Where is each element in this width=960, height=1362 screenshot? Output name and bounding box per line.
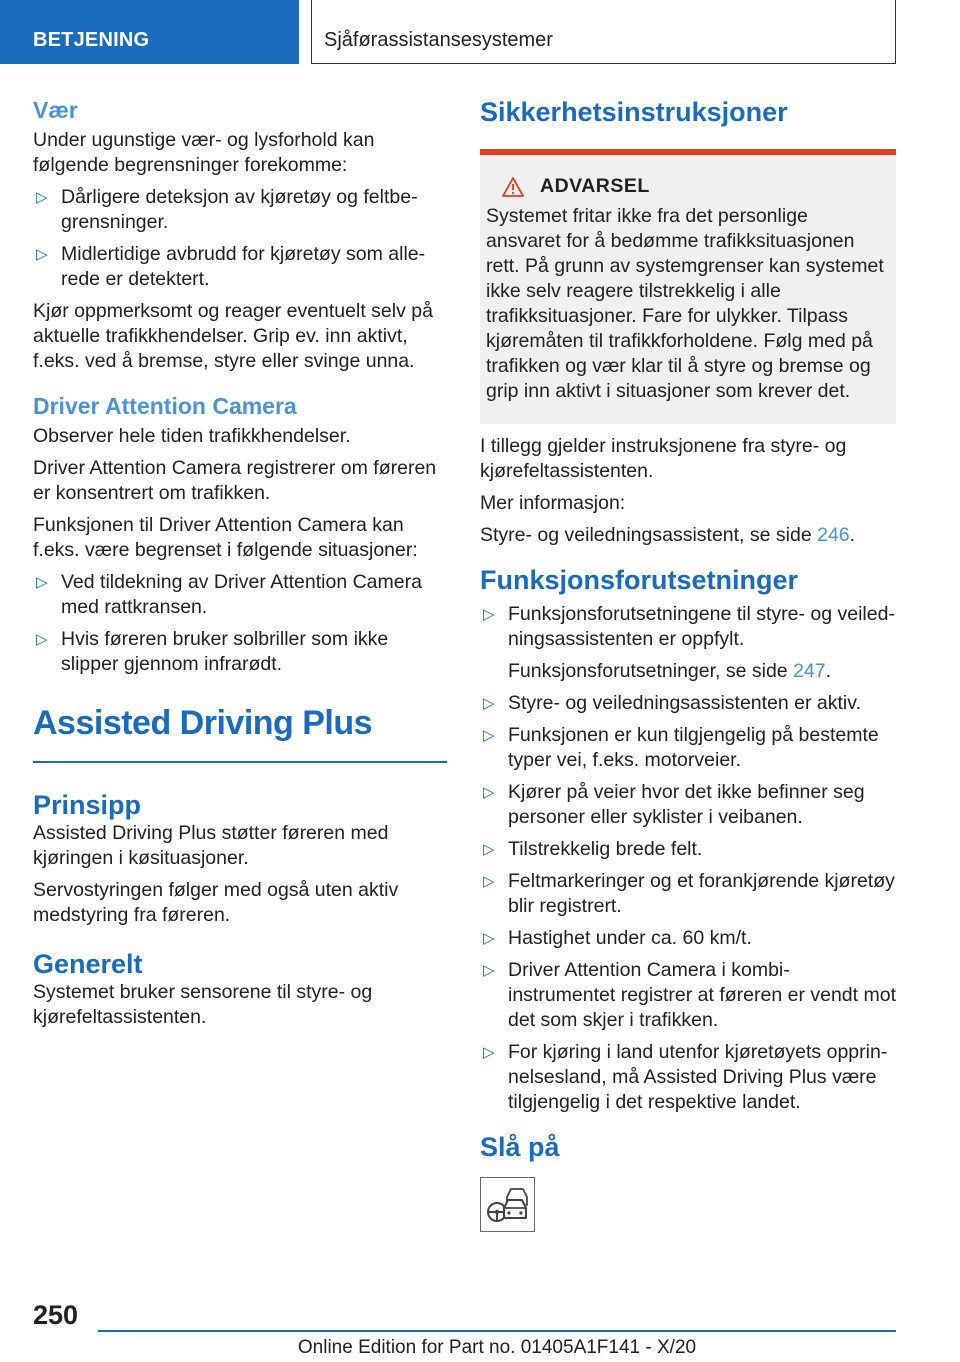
list-item: ▷ Midlertidige avbrudd for kjøretøy som allerede er detektert. [36, 243, 426, 290]
main-heading-block [33, 703, 447, 763]
heading-weather: Vær [33, 97, 78, 123]
warning-header [502, 175, 888, 198]
list-item: ▷ Funksjonen er kun tilgjengelig på bestemte typer vei, f.eks. motorveier. [483, 724, 879, 771]
camera-paragraph-2: Driver Attention Camera registrerer om føreren er konsentrert om trafikken. [33, 457, 437, 504]
heading-principle: Prinsipp [33, 789, 142, 820]
page-number: 250 [33, 1300, 79, 1330]
bullet-triangle-icon: ▷ [483, 784, 495, 801]
bullet-triangle-icon: ▷ [483, 930, 495, 947]
camera-list [33, 570, 447, 677]
heading-driver-attention-camera: Driver Attention Camera [33, 393, 297, 419]
principle-paragraph-2: Servostyringen følger med også uten aktiv medstyring fra føreren. [33, 878, 399, 926]
assisted-driving-button-icon [480, 1177, 535, 1232]
header-chapter-title: Sjåførassistansesystemer [311, 0, 896, 64]
bullet-triangle-icon: ▷ [483, 962, 495, 979]
principle-paragraph-1: Assisted Driving Plus støtter føreren med kjøringen i køsituasjoner. [33, 821, 389, 869]
bullet-triangle-icon: ▷ [483, 1044, 495, 1061]
bullet-triangle-icon: ▷ [483, 695, 495, 712]
warning-icon [502, 177, 524, 197]
bullet-triangle-icon: ▷ [483, 841, 495, 858]
bullet-triangle-icon: ▷ [483, 873, 495, 890]
left-column [33, 96, 447, 1037]
camera-paragraph-3: Funksjonen til Driver Attention Camera kan f.eks. være begrenset i følgende situasjoner: [33, 514, 418, 561]
general-paragraph-1: Systemet bruker sensorene til styre- og kjørefeltassistenten. [33, 980, 373, 1028]
heading-prerequisites: Funksjonsforutsetninger [480, 565, 799, 595]
list-item: ▷ Driver Attention Camera i kombi-instrumentet registrer at føreren er vendt mot det som skjer i trafikken. [483, 959, 896, 1031]
main-title-rule [33, 761, 447, 763]
list-item: ▷ Hvis føreren bruker solbriller som ikke slipper gjennom infrarødt. [36, 628, 389, 675]
list-item: ▷ For kjøring i land utenfor kjøretøyets opprinnelsesland, må Assisted Driving Plus være tilgjengelig i det respektive landet. [483, 1041, 888, 1113]
camera-paragraph-1: Observer hele tiden trafikkhendelser. [33, 425, 351, 447]
warning-label: ADVARSEL [540, 175, 650, 197]
weather-list [33, 185, 447, 292]
weather-intro: Under ugunstige vær- og lysforhold kan følgende begrensninger forekomme: [33, 129, 375, 176]
bullet-triangle-icon: ▷ [483, 727, 495, 744]
safety-paragraph-1: I tillegg gjelder instruksjonene fra styre- og kjørefeltassistenten. [480, 435, 847, 482]
bullet-triangle-icon: ▷ [483, 606, 495, 623]
safety-paragraph-2: Mer informasjon: [480, 492, 626, 514]
heading-switch-on: Slå på [480, 1132, 560, 1162]
warning-box [480, 149, 896, 424]
bullet-triangle-icon: ▷ [36, 189, 48, 206]
list-item: ▷ Kjører på veier hvor det ikke befinner seg personer eller syklister i veibanen. [483, 781, 865, 828]
bullet-triangle-icon: ▷ [36, 631, 48, 648]
header-section-tab: BETJENING [0, 0, 299, 64]
prereq-sub-reference: Funksjonsforutsetninger, se side 247. [508, 660, 832, 682]
list-item: ▷ Hastighet under ca. 60 km/t. [483, 927, 752, 949]
right-column [480, 96, 896, 1232]
list-item: ▷ Dårligere deteksjon av kjøretøy og feltbegrensninger. [36, 186, 418, 233]
list-item: ▷ Feltmarkeringer og et forankjørende kjøretøy blir registrert. [483, 870, 895, 917]
main-title: Assisted Driving Plus [33, 704, 373, 742]
page-link-246[interactable]: 246 [817, 524, 850, 546]
list-item: ▷ Tilstrekkelig brede felt. [483, 838, 703, 860]
bullet-triangle-icon: ▷ [36, 574, 48, 591]
footer-rule [98, 1330, 896, 1332]
bullet-triangle-icon: ▷ [36, 246, 48, 263]
heading-general: Generelt [33, 948, 143, 979]
list-item: ▷ Styre- og veiledningsassistenten er aktiv. [483, 692, 861, 714]
heading-safety: Sikkerhetsinstruksjoner [480, 97, 788, 127]
safety-paragraph-3: Styre- og veiledningsassistent, se side 246. [480, 524, 856, 546]
page-link-247[interactable]: 247 [793, 660, 826, 682]
weather-outro: Kjør oppmerksomt og reager eventuelt selv på aktuelle trafikkhendelser. Grip ev. inn aktivt, f.eks. ved å bremse, styre eller svinge unna. [33, 300, 433, 372]
list-item: ▷ Ved tildekning av Driver Attention Camera med rattkransen. [36, 571, 422, 618]
footer-edition-text: Online Edition for Part no. 01405A1F141 - X/20 [297, 1337, 697, 1358]
warning-text: Systemet fritar ikke fra det personlige ansvaret for å bedømme trafikksituasjonen rett. På grunn av systemgrenser kan systemet ikke selv reagere tilstrekkelig i alle trafikksituasjoner. Fare for ulykker. Tilpass kjøremåten til trafikkforholdene. Følg med på trafikken og vær klar til å styre og bremse og grip inn aktivt i situasjoner som krever det. [486, 205, 884, 402]
prerequisites-list [480, 602, 896, 1115]
list-item: ▷ Funksjonsforutsetningene til styre- og veiledningsassistenten er oppfylt. Funksjonsforutsetninger, se side 247. [483, 603, 895, 682]
